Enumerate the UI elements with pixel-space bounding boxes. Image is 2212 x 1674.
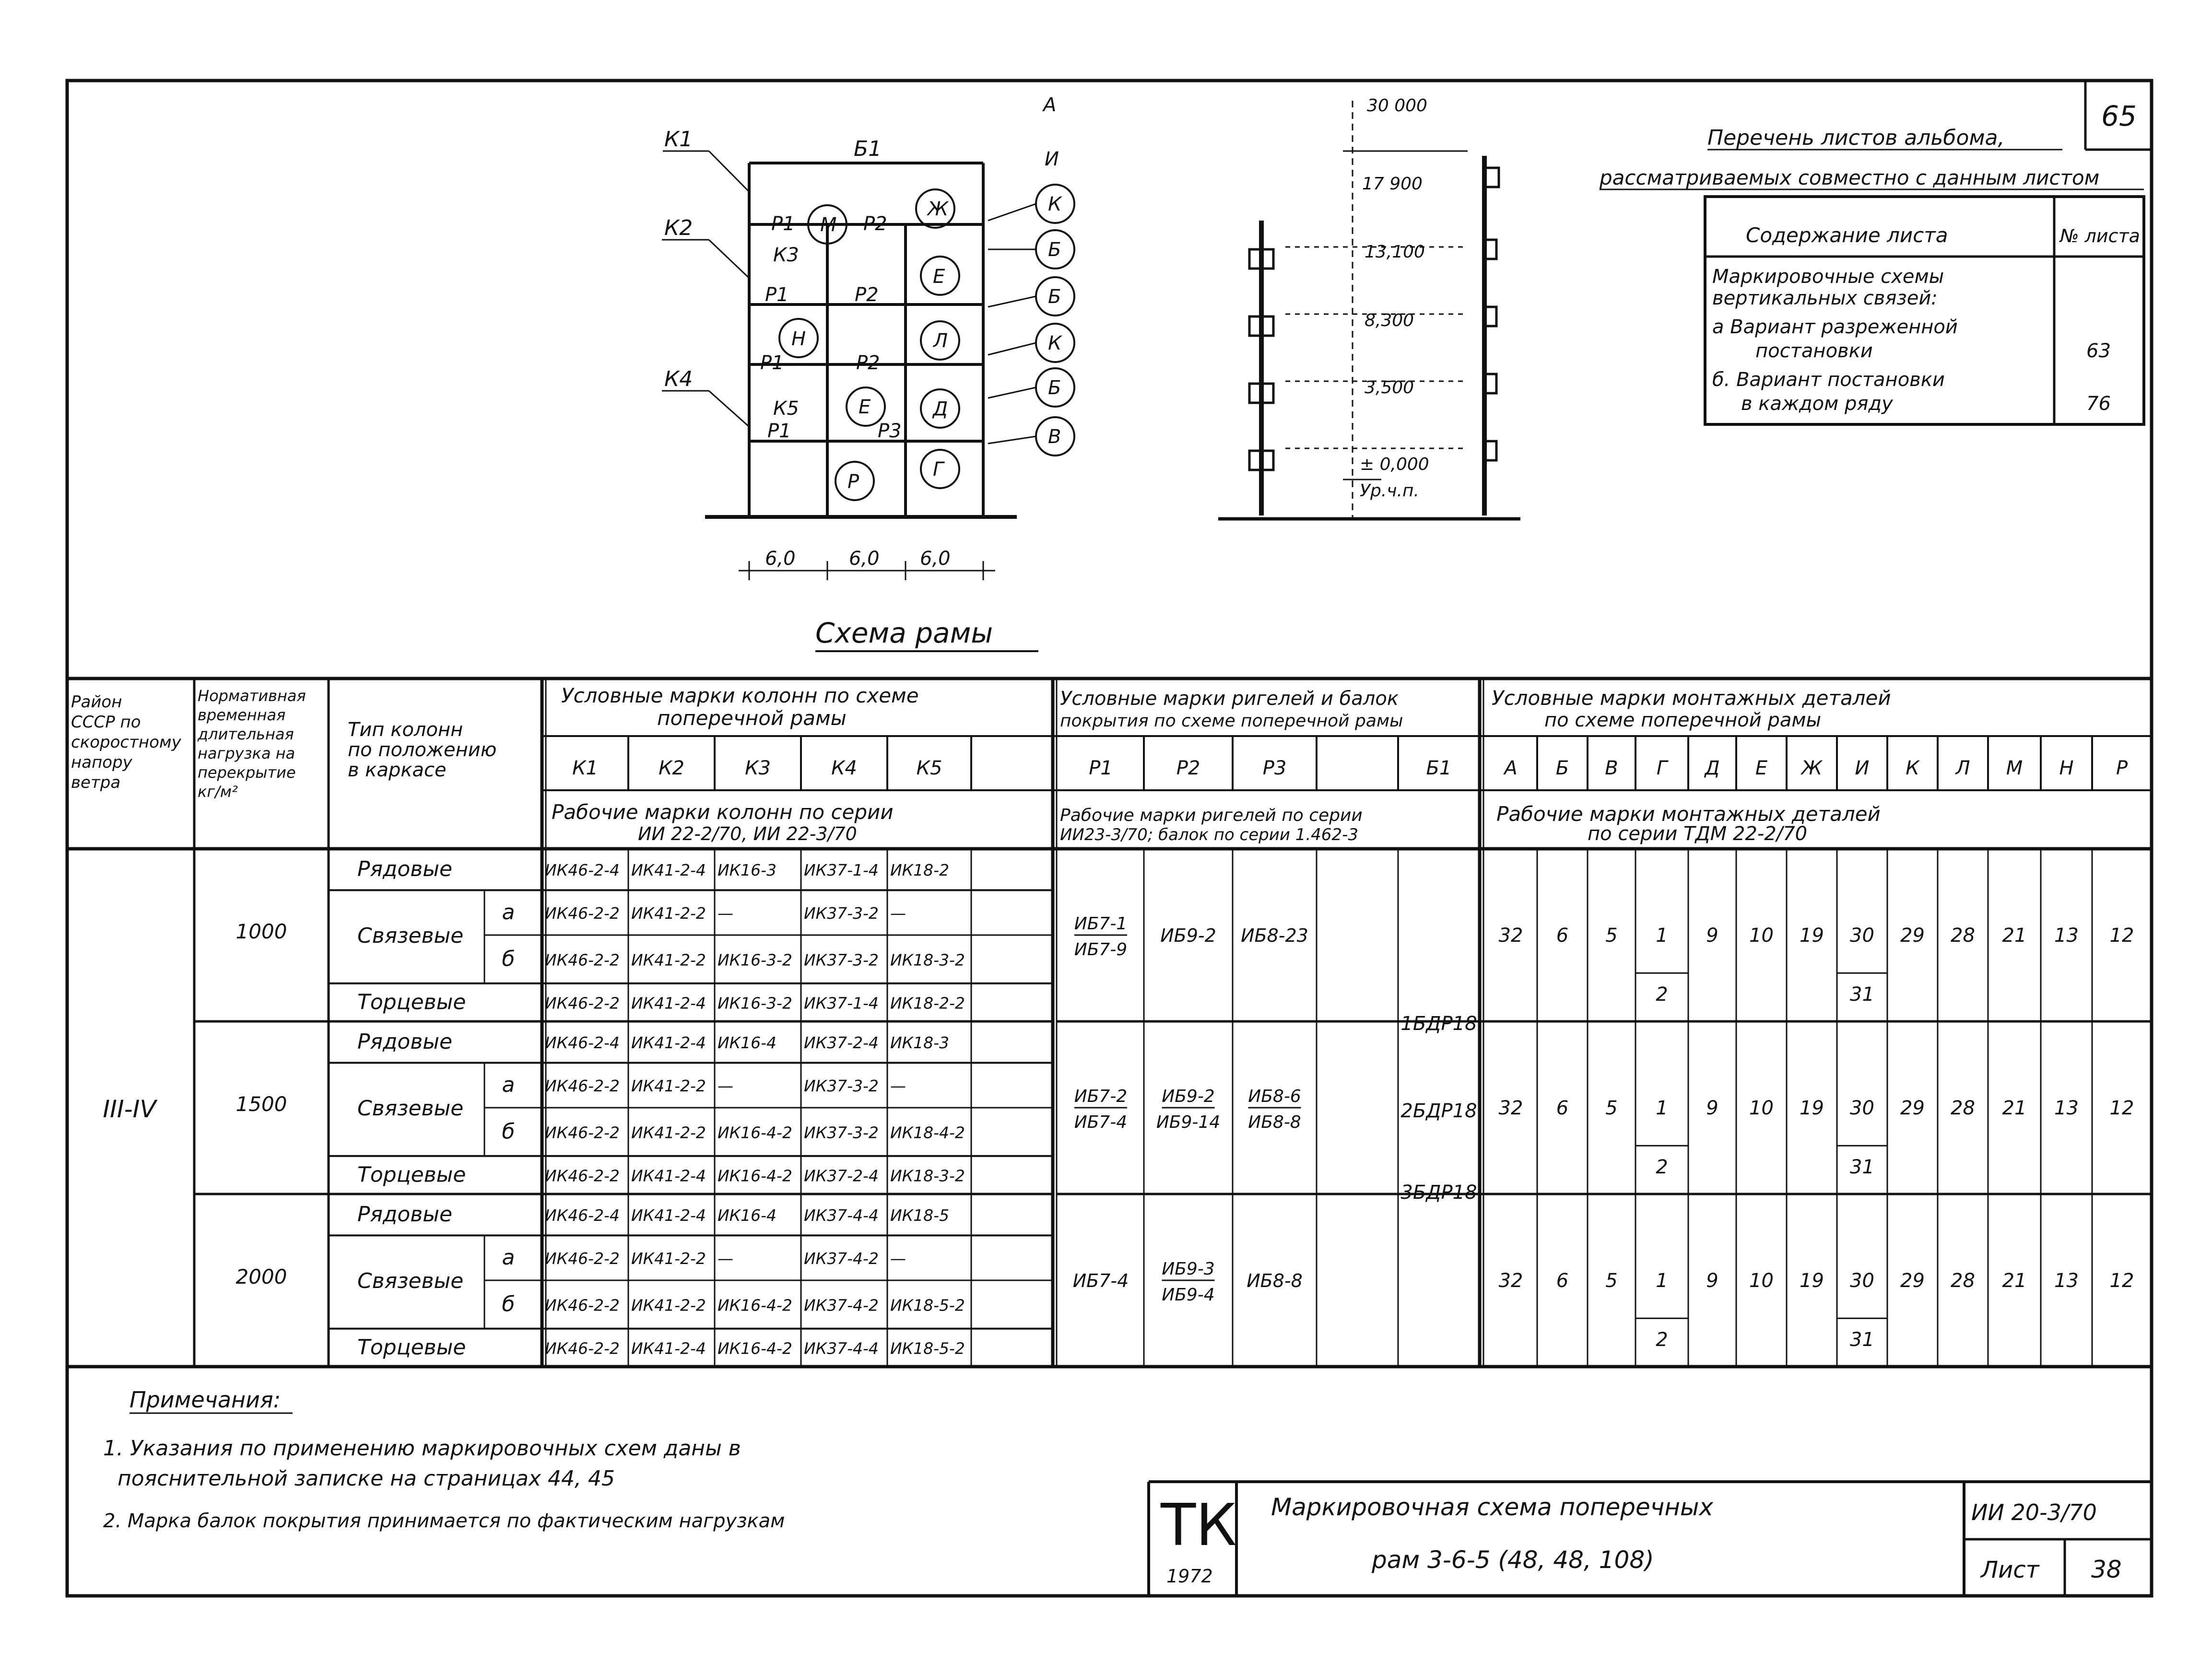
- header-beams-work: Рабочие марки ригелей по серии: [1060, 806, 1363, 825]
- detail-mark: 31: [1850, 1156, 1874, 1178]
- header-detail: Л: [1955, 757, 1970, 779]
- header-region: скоростному: [71, 733, 181, 752]
- column-mark: —: [890, 1077, 906, 1096]
- column-mark: ИК41-2-2: [631, 1123, 706, 1142]
- detail-mark: 1: [1656, 925, 1668, 947]
- header-detail: Н: [2059, 757, 2074, 779]
- variant-a: а: [502, 1245, 515, 1270]
- frame-label: Р1: [760, 352, 784, 374]
- column-mark: —: [890, 904, 906, 923]
- column-type: Связевые: [357, 1269, 464, 1293]
- frame-label: Б: [1048, 286, 1061, 308]
- detail-mark: 1: [1656, 1097, 1668, 1119]
- column-mark: ИК46-2-2: [545, 1339, 620, 1358]
- detail-mark: 12: [2109, 1097, 2134, 1119]
- frame-label: Е: [859, 396, 871, 418]
- detail-mark: 10: [1749, 1097, 1774, 1119]
- header-beam: Р1: [1089, 757, 1113, 779]
- title-line-1: Маркировочная схема поперечных: [1271, 1493, 1714, 1521]
- column-type: Рядовые: [357, 1202, 453, 1227]
- column-type: Торцевые: [357, 990, 466, 1015]
- header-detail: А: [1504, 757, 1518, 779]
- column-mark: ИК37-3-2: [804, 1077, 879, 1096]
- header-detail: М: [2006, 757, 2023, 779]
- column-mark: ИК41-2-4: [631, 1033, 706, 1053]
- sheet-list-col-number: № листа: [2060, 225, 2140, 246]
- load-value: 1000: [235, 920, 287, 944]
- header-region: СССР по: [71, 713, 141, 732]
- frame-label: Е: [933, 266, 945, 288]
- region-value: III-IV: [103, 1095, 156, 1123]
- detail-mark: 30: [1850, 1097, 1874, 1119]
- header-region: Район: [71, 692, 122, 712]
- detail-mark: 19: [1800, 1270, 1824, 1292]
- frame-label: Р: [847, 471, 859, 493]
- detail-mark: 29: [1900, 1097, 1925, 1119]
- sheet-list-line: в каждом ряду: [1741, 393, 1893, 415]
- column-mark: ИК16-4-2: [718, 1123, 792, 1142]
- column-type: Рядовые: [357, 1030, 453, 1054]
- detail-mark: 29: [1900, 925, 1925, 947]
- column-mark: ИК46-2-4: [545, 1033, 620, 1053]
- beam-mark: ИБ9-14: [1156, 1112, 1221, 1132]
- detail-mark: 32: [1498, 1270, 1523, 1292]
- level-label: 13,100: [1365, 242, 1425, 262]
- sheet-list-col-content: Содержание листа: [1746, 223, 1948, 247]
- marking-table: [67, 679, 2152, 1367]
- detail-mark: 29: [1900, 1270, 1925, 1292]
- variant-a: а: [502, 1073, 515, 1098]
- frame-caption: Схема рамы: [815, 617, 993, 649]
- frame-label: Р2: [863, 213, 887, 235]
- span-label: 6,0: [849, 548, 880, 570]
- header-detail: Г: [1656, 757, 1668, 779]
- detail-mark: 28: [1951, 925, 1975, 947]
- column-mark: ИК16-3-2: [718, 950, 792, 970]
- column-mark: ИК46-2-2: [545, 1249, 620, 1268]
- detail-mark: 5: [1605, 1097, 1618, 1119]
- header-load: Нормативная: [198, 687, 306, 705]
- header-detail: К: [1906, 757, 1919, 779]
- header-load: кг/м²: [198, 783, 238, 801]
- detail-mark: 9: [1706, 1270, 1718, 1292]
- frame-label: Л: [933, 330, 948, 352]
- sheet-list-subtitle: рассматриваемых совместно с данным листом: [1600, 166, 2100, 189]
- header-column: К4: [831, 757, 857, 779]
- column-mark: —: [890, 1249, 906, 1268]
- title-block: [1149, 1482, 2152, 1596]
- column-mark: ИК18-3-2: [890, 950, 965, 970]
- header-column: К1: [572, 757, 598, 779]
- detail-mark: 32: [1498, 925, 1523, 947]
- column-mark: ИК41-2-4: [631, 861, 706, 880]
- frame-label: К4: [664, 367, 693, 391]
- column-mark: ИК37-2-4: [804, 1166, 879, 1185]
- frame-label: К: [1048, 332, 1062, 354]
- header-column: К2: [659, 757, 684, 779]
- detail-mark: 9: [1706, 1097, 1718, 1119]
- beam-mark: ИБ8-6: [1248, 1087, 1301, 1106]
- level-label: 8,300: [1365, 311, 1414, 330]
- variant-a: а: [502, 900, 515, 925]
- header-details-work: Рабочие марки монтажных деталей: [1496, 802, 1881, 826]
- column-mark: ИК41-2-4: [631, 1166, 706, 1185]
- detail-mark: 6: [1556, 1097, 1569, 1119]
- b1-mark: 3БДР18: [1400, 1182, 1477, 1204]
- elevation-levels: [1360, 96, 1429, 501]
- column-mark: ИК18-2: [890, 861, 950, 880]
- frame-label: Р1: [765, 284, 789, 306]
- b1-mark: 2БДР18: [1400, 1100, 1477, 1122]
- frame-label: Г: [933, 458, 944, 480]
- frame-label: Н: [791, 328, 806, 350]
- detail-mark: 30: [1850, 925, 1874, 947]
- column-mark: ИК46-2-2: [545, 1123, 620, 1142]
- frame-label: Р1: [767, 420, 791, 442]
- column-mark: ИК18-3: [890, 1033, 950, 1053]
- column-mark: ИК41-2-4: [631, 994, 706, 1013]
- header-columns-work: Рабочие марки колонн по серии: [552, 800, 894, 824]
- beam-mark: ИБ8-8: [1248, 1112, 1301, 1132]
- header-details-work: по серии ТДМ 22-2/70: [1588, 823, 1808, 845]
- sheet-list-number: 76: [2086, 393, 2111, 415]
- beam-mark: ИБ9-3: [1162, 1259, 1215, 1279]
- detail-mark: 31: [1850, 1328, 1874, 1351]
- column-mark: ИК16-4-2: [718, 1339, 792, 1358]
- level-label: 17 900: [1362, 174, 1423, 194]
- detail-mark: 5: [1605, 1270, 1618, 1292]
- header-beam: Б1: [1426, 757, 1452, 779]
- detail-mark: 28: [1951, 1270, 1975, 1292]
- detail-mark: 31: [1850, 983, 1874, 1006]
- detail-mark: 10: [1749, 925, 1774, 947]
- detail-mark: 19: [1800, 925, 1824, 947]
- detail-mark: 10: [1749, 1270, 1774, 1292]
- column-mark: —: [718, 1077, 733, 1096]
- detail-mark: 13: [2054, 925, 2079, 947]
- sheet-list-line: вертикальных связей:: [1712, 287, 1938, 309]
- frame-label: И: [1045, 148, 1059, 170]
- column-type: Торцевые: [357, 1162, 466, 1187]
- frame-label: В: [1048, 426, 1061, 448]
- variant-b: б: [502, 1119, 515, 1144]
- frame-label: К5: [773, 398, 799, 420]
- frame-label: Ж: [928, 198, 949, 220]
- column-mark: ИК37-3-2: [804, 1123, 879, 1142]
- frame-label: А: [1043, 94, 1057, 116]
- beam-mark: ИБ7-2: [1074, 1087, 1128, 1106]
- title-year: 1972: [1166, 1566, 1213, 1587]
- header-details-title: Условные марки монтажных деталей: [1492, 686, 1891, 710]
- header-columns-work: ИИ 22-2/70, ИИ 22-3/70: [638, 823, 857, 844]
- frame-label: Р1: [771, 213, 795, 235]
- detail-mark: 13: [2054, 1270, 2079, 1292]
- column-mark: ИК18-5: [890, 1206, 950, 1225]
- header-region: напору: [71, 753, 132, 772]
- column-mark: ИК46-2-2: [545, 1077, 620, 1096]
- header-load: временная: [198, 706, 286, 724]
- frame-label: К2: [664, 216, 693, 240]
- sheet-list-line: Маркировочные схемы: [1712, 266, 1944, 288]
- column-mark: ИК37-4-4: [804, 1339, 879, 1358]
- frame-label: Р2: [856, 352, 880, 374]
- header-region: ветра: [71, 773, 121, 792]
- column-mark: ИК41-2-2: [631, 1296, 706, 1315]
- column-mark: ИК16-3-2: [718, 994, 792, 1013]
- notes: [103, 1387, 785, 1532]
- detail-mark: 21: [2002, 1270, 2027, 1292]
- header-columns-title: Условные марки колонн по схеме: [561, 684, 919, 707]
- detail-mark: 12: [2109, 1270, 2134, 1292]
- frame-label: Б: [1048, 377, 1061, 399]
- header-detail: Р: [2116, 757, 2128, 779]
- column-mark: ИК46-2-2: [545, 904, 620, 923]
- header-column: К5: [916, 757, 942, 779]
- b1-mark: 1БДР18: [1400, 1013, 1477, 1035]
- column-type: Рядовые: [357, 857, 453, 882]
- header-detail: Д: [1705, 757, 1720, 779]
- detail-mark: 19: [1800, 1097, 1824, 1119]
- column-mark: ИК37-4-2: [804, 1249, 879, 1268]
- header-beam: Р2: [1176, 757, 1200, 779]
- header-load: нагрузка на: [198, 744, 295, 762]
- beam-mark: ИБ9-4: [1162, 1285, 1215, 1305]
- column-mark: ИК46-2-4: [545, 1206, 620, 1225]
- detail-mark: 28: [1951, 1097, 1975, 1119]
- header-load: длительная: [198, 725, 294, 743]
- detail-mark: 21: [2002, 925, 2027, 947]
- column-mark: ИК18-4-2: [890, 1123, 965, 1142]
- sheet-list-line: б. Вариант постановки: [1712, 369, 1945, 391]
- beam-mark: ИБ8-23: [1241, 925, 1308, 946]
- beam-mark: ИБ9-2: [1160, 925, 1216, 946]
- column-mark: ИК16-4: [718, 1033, 777, 1053]
- frame-label: К1: [664, 127, 693, 152]
- detail-mark: 30: [1850, 1270, 1874, 1292]
- frame-label: К: [1048, 193, 1062, 215]
- column-mark: ИК18-5-2: [890, 1296, 965, 1315]
- title-sheet-number: 38: [2091, 1556, 2122, 1583]
- detail-mark: 6: [1556, 1270, 1569, 1292]
- column-mark: ИК37-3-2: [804, 904, 879, 923]
- column-mark: —: [718, 904, 733, 923]
- column-mark: ИК46-2-4: [545, 861, 620, 880]
- beam-mark: ИБ9-2: [1162, 1087, 1215, 1106]
- detail-mark: 6: [1556, 925, 1569, 947]
- column-mark: ИК41-2-2: [631, 1077, 706, 1096]
- level-label: 30 000: [1367, 96, 1427, 116]
- column-type: Связевые: [357, 1096, 464, 1121]
- beam-mark: ИБ8-8: [1247, 1270, 1303, 1291]
- column-mark: ИК41-2-2: [631, 904, 706, 923]
- column-mark: ИК46-2-2: [545, 1166, 620, 1185]
- header-load: перекрытие: [198, 763, 296, 782]
- note-1: 1. Указания по применению маркировочных схем даны в: [103, 1436, 741, 1461]
- column-mark: —: [718, 1249, 733, 1268]
- column-mark: ИК37-3-2: [804, 950, 879, 970]
- level-label: ± 0,000: [1360, 455, 1429, 474]
- note-2: 2. Марка балок покрытия принимается по фактическим нагрузкам: [103, 1510, 785, 1532]
- detail-mark: 2: [1656, 1156, 1668, 1178]
- header-type: в каркасе: [348, 759, 447, 781]
- header-beam: Р3: [1262, 757, 1287, 779]
- detail-mark: 2: [1656, 983, 1668, 1006]
- title-series: ИИ 20-3/70: [1971, 1499, 2097, 1525]
- title-sheet-label: Лист: [1981, 1557, 2039, 1583]
- header-detail: В: [1605, 757, 1618, 779]
- column-type: Связевые: [357, 924, 464, 948]
- frame-label: Р3: [878, 420, 902, 442]
- beam-mark: ИБ7-4: [1074, 1112, 1128, 1132]
- sheet-list-line: постановки: [1755, 340, 1873, 362]
- header-column: К3: [745, 757, 771, 779]
- sheet-list-title: Перечень листов альбома,: [1707, 126, 2005, 150]
- column-mark: ИК41-2-2: [631, 1249, 706, 1268]
- sheet-list: [1599, 126, 2144, 424]
- level-label: Ур.ч.п.: [1360, 481, 1419, 501]
- column-mark: ИК37-2-4: [804, 1033, 879, 1053]
- column-mark: ИК37-4-2: [804, 1296, 879, 1315]
- detail-mark: 32: [1498, 1097, 1523, 1119]
- header-beams-title: Условные марки ригелей и балок: [1060, 688, 1399, 710]
- frame-label: М: [820, 214, 837, 236]
- title-line-2: рам 3-6-5 (48, 48, 108): [1372, 1546, 1654, 1574]
- detail-mark: 12: [2109, 925, 2134, 947]
- column-mark: ИК18-3-2: [890, 1166, 965, 1185]
- beam-mark: ИБ7-9: [1074, 940, 1128, 960]
- load-value: 2000: [235, 1265, 287, 1289]
- level-label: 3,500: [1365, 378, 1414, 398]
- sheet-list-line: а Вариант разреженной: [1712, 316, 1958, 338]
- header-beams-work: ИИ23-3/70; балок по серии 1.462-3: [1060, 825, 1358, 844]
- beam-mark: ИБ7-1: [1074, 914, 1128, 934]
- column-mark: ИК16-4-2: [718, 1296, 792, 1315]
- header-detail: Ж: [1801, 757, 1823, 779]
- frame-label: Р2: [855, 284, 879, 306]
- detail-mark: 2: [1656, 1328, 1668, 1351]
- column-mark: ИК18-2-2: [890, 994, 965, 1013]
- load-value: 1500: [235, 1092, 287, 1116]
- detail-mark: 5: [1605, 925, 1618, 947]
- column-type: Торцевые: [357, 1335, 466, 1360]
- note-1-cont: пояснительной записке на страницах 44, 45: [118, 1466, 615, 1491]
- header-detail: Е: [1755, 757, 1768, 779]
- header-detail: Б: [1555, 757, 1569, 779]
- column-mark: ИК37-4-4: [804, 1206, 879, 1225]
- notes-title: Примечания:: [129, 1387, 281, 1413]
- frame-labels: [664, 94, 1062, 649]
- header-beams-title: покрытия по схеме поперечной рамы: [1060, 711, 1403, 731]
- variant-b: б: [502, 1292, 515, 1317]
- column-mark: ИК37-1-4: [804, 994, 879, 1013]
- column-mark: ИК46-2-2: [545, 950, 620, 970]
- span-label: 6,0: [920, 548, 951, 570]
- column-mark: ИК18-5-2: [890, 1339, 965, 1358]
- column-mark: ИК16-4-2: [718, 1166, 792, 1185]
- header-columns-title: поперечной рамы: [657, 706, 847, 730]
- frame-label: Б: [1048, 239, 1061, 261]
- variant-b: б: [502, 947, 515, 972]
- frame-label: К3: [773, 244, 799, 266]
- detail-mark: 13: [2054, 1097, 2079, 1119]
- title-logo: ТК: [1161, 1492, 1237, 1559]
- beam-mark: ИБ7-4: [1072, 1270, 1129, 1291]
- detail-mark: 21: [2002, 1097, 2027, 1119]
- header-details-title: по схеме поперечной рамы: [1544, 709, 1822, 731]
- column-mark: ИК41-2-2: [631, 950, 706, 970]
- column-mark: ИК16-3: [718, 861, 777, 880]
- header-type: Тип колонн: [348, 719, 463, 741]
- header-detail: И: [1855, 757, 1870, 779]
- header-type: по положению: [348, 739, 497, 761]
- column-mark: ИК46-2-2: [545, 1296, 620, 1315]
- column-mark: ИК41-2-4: [631, 1339, 706, 1358]
- column-mark: ИК41-2-4: [631, 1206, 706, 1225]
- span-label: 6,0: [765, 548, 796, 570]
- frame-label: Д: [933, 398, 948, 420]
- column-mark: ИК46-2-2: [545, 994, 620, 1013]
- column-mark: ИК37-1-4: [804, 861, 879, 880]
- sheet-list-number: 63: [2086, 340, 2111, 362]
- frame-label: Б1: [854, 137, 882, 161]
- page-number: 65: [2101, 100, 2137, 132]
- detail-mark: 1: [1656, 1270, 1668, 1292]
- column-mark: ИК16-4: [718, 1206, 777, 1225]
- detail-mark: 9: [1706, 925, 1718, 947]
